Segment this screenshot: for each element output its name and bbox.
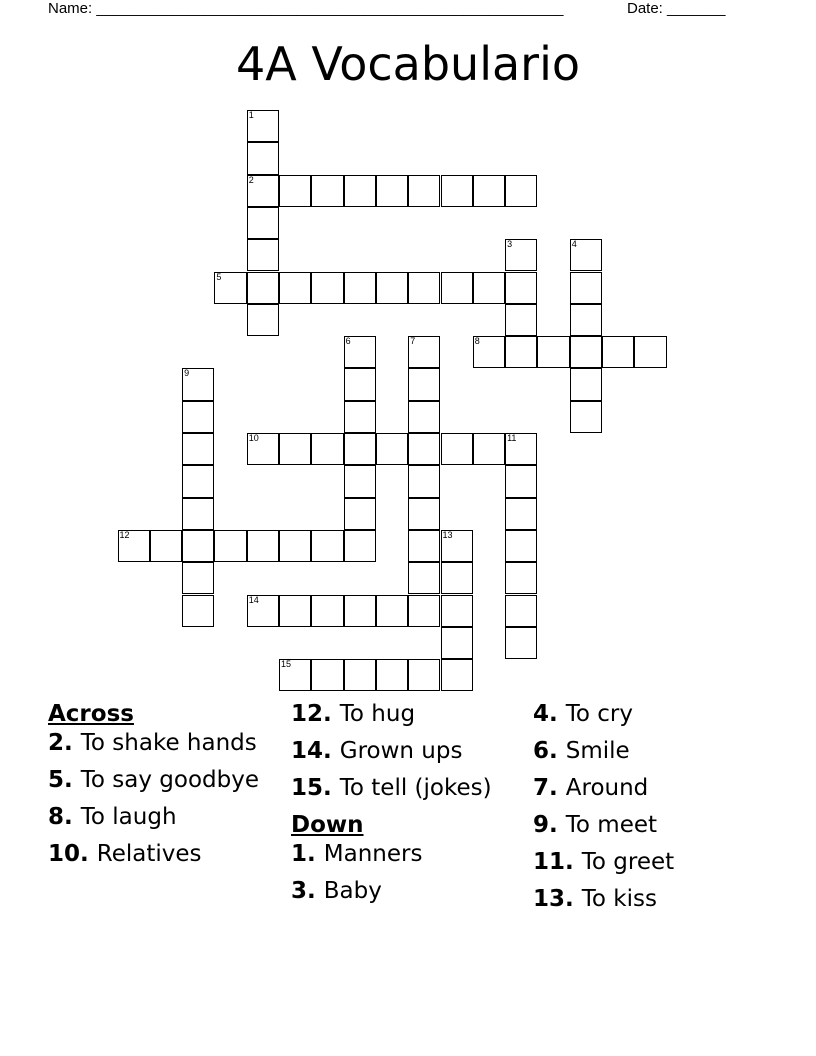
crossword-cell[interactable] <box>344 659 376 691</box>
crossword-cell[interactable] <box>247 433 279 465</box>
crossword-cell[interactable] <box>182 562 214 594</box>
clue-item: 6. Smile <box>533 738 630 764</box>
clue-item-text: Relatives <box>96 841 202 867</box>
clue-number: 8 <box>474 336 480 347</box>
crossword-cell[interactable] <box>182 368 214 400</box>
clue-item-number: 13 <box>533 886 566 912</box>
clue-number: 3 <box>507 239 513 250</box>
clue-item: 11. To greet <box>533 849 675 875</box>
crossword-cell[interactable] <box>247 207 279 239</box>
crossword-cell[interactable] <box>408 595 440 627</box>
crossword-cell[interactable] <box>505 304 537 336</box>
crossword-cell[interactable] <box>408 530 440 562</box>
crossword-cell[interactable] <box>376 175 408 207</box>
crossword-cell[interactable] <box>634 336 666 368</box>
clue-number: 14 <box>248 594 259 605</box>
clue-number: 1 <box>248 110 254 120</box>
crossword-cell[interactable] <box>441 530 473 562</box>
crossword-cell[interactable] <box>473 433 505 465</box>
clue-item-number: 7 <box>533 775 550 801</box>
crossword-cell[interactable] <box>505 465 537 497</box>
clue-item: 13. To kiss <box>533 886 657 912</box>
crossword-cell[interactable] <box>473 175 505 207</box>
crossword-cell[interactable] <box>118 530 150 562</box>
crossword-cell[interactable] <box>311 659 343 691</box>
crossword-cell[interactable] <box>344 175 376 207</box>
crossword-cell[interactable] <box>408 562 440 594</box>
crossword-cell[interactable] <box>505 433 537 465</box>
clue-item-text: To greet <box>581 849 675 875</box>
crossword-cell[interactable] <box>441 175 473 207</box>
clue-item-text: To laugh <box>80 804 177 830</box>
crossword-cell[interactable] <box>473 272 505 304</box>
clue-item-text: Baby <box>323 878 382 904</box>
clue-item-number: 10 <box>48 841 81 867</box>
clue-number: 2 <box>248 174 254 185</box>
clue-item: 5. To say goodbye <box>48 767 259 793</box>
clue-item: 7. Around <box>533 775 649 801</box>
crossword-cell[interactable] <box>602 336 634 368</box>
crossword-cell[interactable] <box>505 239 537 271</box>
clue-item-text: Smile <box>565 738 630 764</box>
crossword-cell[interactable] <box>408 336 440 368</box>
crossword-cell[interactable] <box>247 110 279 142</box>
crossword-cell[interactable] <box>247 272 279 304</box>
name-field-label: Name: ________________________________________________________ <box>48 0 564 17</box>
crossword-cell[interactable] <box>279 433 311 465</box>
crossword-cell[interactable] <box>279 530 311 562</box>
clue-number: 6 <box>345 336 351 347</box>
crossword-cell[interactable] <box>441 433 473 465</box>
clue-item-text: Grown ups <box>339 738 463 764</box>
crossword-cell[interactable] <box>344 498 376 530</box>
clue-item-text: Around <box>565 775 649 801</box>
clue-item-text: Manners <box>323 841 423 867</box>
crossword-cell[interactable] <box>344 465 376 497</box>
clue-item-text: To say goodbye <box>80 767 259 793</box>
crossword-cell[interactable] <box>441 595 473 627</box>
clue-item: 2. To shake hands <box>48 730 257 756</box>
crossword-cell[interactable] <box>344 401 376 433</box>
clue-item-number: 14 <box>291 738 324 764</box>
crossword-cell[interactable] <box>182 433 214 465</box>
crossword-cell[interactable] <box>311 595 343 627</box>
crossword-cell[interactable] <box>376 433 408 465</box>
page-title: 4A Vocabulario <box>235 37 581 91</box>
clue-item: 3. Baby <box>291 878 382 904</box>
crossword-cell[interactable] <box>247 175 279 207</box>
crossword-cell[interactable] <box>408 175 440 207</box>
clue-item-number: 6 <box>533 738 550 764</box>
crossword-cell[interactable] <box>570 304 602 336</box>
clue-number: 7 <box>410 336 416 347</box>
clue-item-text: To hug <box>339 701 416 727</box>
crossword-cell[interactable] <box>311 175 343 207</box>
crossword-cell[interactable] <box>570 336 602 368</box>
clue-item-number: 9 <box>533 812 550 838</box>
crossword-cell[interactable] <box>408 368 440 400</box>
crossword-cell[interactable] <box>182 595 214 627</box>
clue-item: 10. Relatives <box>48 841 202 867</box>
clue-item: 8. To laugh <box>48 804 177 830</box>
clue-item-number: 3 <box>291 878 308 904</box>
crossword-cell[interactable] <box>279 272 311 304</box>
crossword-cell[interactable] <box>570 368 602 400</box>
crossword-cell[interactable] <box>408 498 440 530</box>
crossword-cell[interactable] <box>505 175 537 207</box>
crossword-cell[interactable] <box>505 627 537 659</box>
clue-column-3 <box>533 702 773 924</box>
clue-column-2 <box>291 702 519 916</box>
clue-item-number: 8 <box>48 804 65 830</box>
clue-item-number: 5 <box>48 767 65 793</box>
crossword-cell[interactable] <box>537 336 569 368</box>
clue-item: 4. To cry <box>533 701 634 727</box>
crossword-cell[interactable] <box>150 530 182 562</box>
clue-item: 12. To hug <box>291 701 416 727</box>
clue-item-text: To tell (jokes) <box>339 775 492 801</box>
crossword-cell[interactable] <box>247 595 279 627</box>
clue-item-number: 4 <box>533 701 550 727</box>
clue-column-1 <box>48 702 276 879</box>
crossword-cell[interactable] <box>182 465 214 497</box>
clue-item: 15. To tell (jokes) <box>291 775 492 801</box>
clue-number: 9 <box>184 368 190 379</box>
crossword-cell[interactable] <box>247 304 279 336</box>
crossword-cell[interactable] <box>408 659 440 691</box>
clue-item-text: To meet <box>565 812 658 838</box>
clue-number: 12 <box>119 529 130 540</box>
crossword-cell[interactable] <box>344 595 376 627</box>
clue-item-number: 12 <box>291 701 324 727</box>
clue-item-text: To shake hands <box>80 730 257 756</box>
clue-number: 11 <box>507 433 517 443</box>
clue-item: 14. Grown ups <box>291 738 463 764</box>
crossword-cell[interactable] <box>311 530 343 562</box>
clue-number: 13 <box>442 529 453 540</box>
crossword-cell[interactable] <box>247 142 279 174</box>
crossword-cell[interactable] <box>279 595 311 627</box>
crossword-cell[interactable] <box>570 401 602 433</box>
date-field-label: Date: _______ <box>627 0 726 17</box>
crossword-cell[interactable] <box>408 433 440 465</box>
crossword-cell[interactable] <box>182 498 214 530</box>
crossword-cell[interactable] <box>311 433 343 465</box>
crossword-cell[interactable] <box>408 401 440 433</box>
crossword-cell[interactable] <box>279 175 311 207</box>
crossword-cell[interactable] <box>408 272 440 304</box>
crossword-cell[interactable] <box>570 239 602 271</box>
crossword-cell[interactable] <box>441 627 473 659</box>
crossword-cell[interactable] <box>247 530 279 562</box>
clue-item-number: 11 <box>533 849 566 875</box>
clue-item-number: 15 <box>291 775 324 801</box>
crossword-cell[interactable] <box>344 272 376 304</box>
clue-item-text: To cry <box>565 701 634 727</box>
clue-item-number: 1 <box>291 841 308 867</box>
clue-number: 10 <box>248 433 259 443</box>
crossword-cell[interactable] <box>408 465 440 497</box>
crossword-cell[interactable] <box>505 595 537 627</box>
crossword-cell[interactable] <box>279 659 311 691</box>
crossword-cell[interactable] <box>505 498 537 530</box>
crossword-cell[interactable] <box>505 272 537 304</box>
clue-number: 5 <box>216 271 222 282</box>
crossword-cell[interactable] <box>247 239 279 271</box>
crossword-cell[interactable] <box>473 336 505 368</box>
clue-item-number: 2 <box>48 730 65 756</box>
clue-item: 1. Manners <box>291 841 423 867</box>
crossword-cell[interactable] <box>376 595 408 627</box>
crossword-cell[interactable] <box>344 433 376 465</box>
crossword-cell[interactable] <box>311 272 343 304</box>
crossword-cell[interactable] <box>182 401 214 433</box>
crossword-cell[interactable] <box>505 336 537 368</box>
crossword-cell[interactable] <box>344 368 376 400</box>
crossword-cell[interactable] <box>376 272 408 304</box>
crossword-cell[interactable] <box>344 530 376 562</box>
crossword-cell[interactable] <box>570 272 602 304</box>
clue-item-text: To kiss <box>581 886 657 912</box>
clue-number: 4 <box>571 239 577 250</box>
crossword-cell[interactable] <box>441 659 473 691</box>
crossword-cell[interactable] <box>182 530 214 562</box>
crossword-cell[interactable] <box>441 272 473 304</box>
crossword-cell[interactable] <box>214 272 246 304</box>
clue-number: 15 <box>281 659 292 670</box>
crossword-cell[interactable] <box>376 659 408 691</box>
crossword-cell[interactable] <box>344 336 376 368</box>
crossword-cell[interactable] <box>214 530 246 562</box>
crossword-cell[interactable] <box>441 562 473 594</box>
across-heading: Across <box>48 701 134 727</box>
crossword-cell[interactable] <box>505 530 537 562</box>
clue-item: 9. To meet <box>533 812 658 838</box>
crossword-cell[interactable] <box>505 562 537 594</box>
down-heading: Down <box>291 812 364 838</box>
